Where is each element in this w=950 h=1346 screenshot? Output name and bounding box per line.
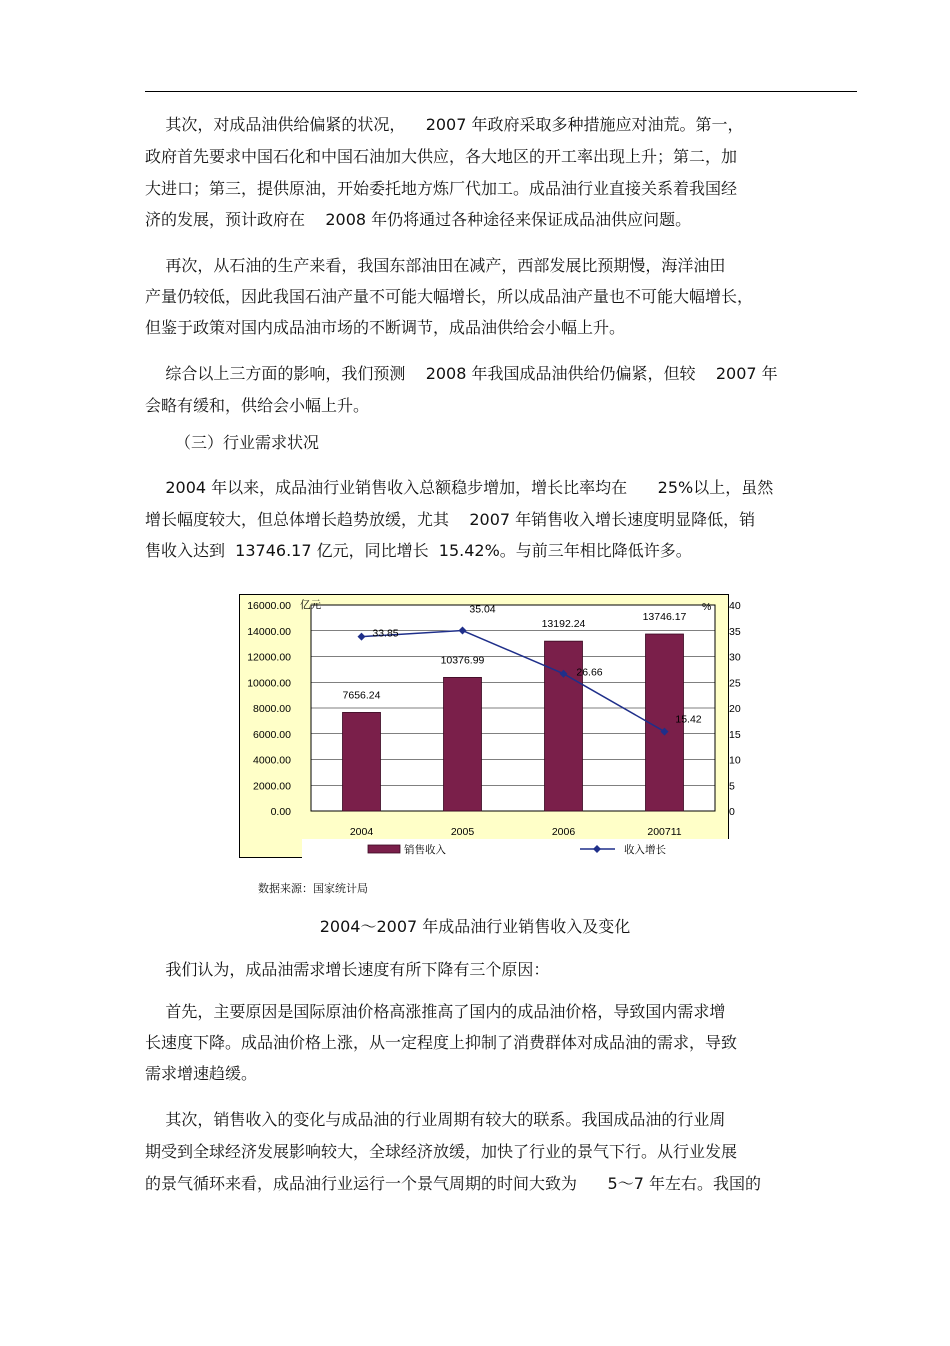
bar xyxy=(444,677,482,811)
right-tick-label: 15 xyxy=(729,728,741,741)
left-tick-label: 12000.00 xyxy=(247,651,291,664)
p7-line-3: 的景气循环来看，成品油行业运行一个景气周期的时间大致为 5～7 年左右。我国的 xyxy=(145,1174,761,1193)
x-tick-label: 2006 xyxy=(551,826,576,838)
header-rule xyxy=(145,91,857,92)
left-tick-label: 2000.00 xyxy=(253,780,291,793)
left-tick-label: 0.00 xyxy=(270,806,291,818)
p1-line-3: 大进口；第三，提供原油，开始委托地方炼厂代加工。成品油行业直接关系着我国经 xyxy=(145,179,738,198)
bar-value-label: 13746.17 xyxy=(642,611,687,624)
chart-svg xyxy=(240,595,741,859)
bar-value-label: 13192.24 xyxy=(541,618,586,631)
p2-line-3: 但鉴于政策对国内成品油市场的不断调节，成品油供给会小幅上升。 xyxy=(145,318,626,337)
left-tick-label: 14000.00 xyxy=(247,625,291,638)
legend-bar-label: 销售收入 xyxy=(404,844,446,856)
bar-value-label: 10376.99 xyxy=(440,654,485,667)
right-tick-label: 20 xyxy=(729,703,741,715)
bar-value-label: 7656.24 xyxy=(342,689,381,702)
right-tick-label: 35 xyxy=(729,625,741,638)
p6-line-3: 需求增速趋缓。 xyxy=(145,1064,258,1083)
p7-line-1: 其次，销售收入的变化与成品油的行业周期有较大的联系。我国成品油的行业周 xyxy=(145,1110,726,1129)
right-tick-label: 5 xyxy=(729,780,735,793)
p3-line-2: 会略有缓和，供给会小幅上升。 xyxy=(145,396,370,415)
data-source-note: 数据来源：国家统计局 xyxy=(258,882,368,895)
legend-line-label: 收入增长 xyxy=(624,844,666,856)
p6-line-1: 首先，主要原因是国际原油价格高涨推高了国内的成品油价格，导致国内需求增 xyxy=(145,1002,726,1021)
p5-line-1: 我们认为，成品油需求增长速度有所下降有三个原因： xyxy=(145,960,550,979)
growth-value-label: 15.42 xyxy=(675,713,702,726)
x-tick-label: 200711 xyxy=(647,826,682,838)
p7-line-2: 期受到全球经济发展影响较大，全球经济放缓，加快了行业的景气下行。从行业发展 xyxy=(145,1142,738,1161)
legend-bar-swatch xyxy=(368,845,400,853)
p4-line-3: 售收入达到 13746.17 亿元，同比增长 15.42%。与前三年相比降低许多。 xyxy=(145,541,692,560)
revenue-chart xyxy=(239,594,741,858)
left-axis-unit: 亿元 xyxy=(300,599,321,611)
growth-value-label: 35.04 xyxy=(469,603,496,616)
x-tick-label: 2005 xyxy=(450,826,475,838)
bar xyxy=(343,712,381,811)
right-tick-label: 10 xyxy=(729,754,741,767)
p1-line-4: 济的发展，预计政府在 2008 年仍将通过各种途径来保证成品油供应问题。 xyxy=(145,210,692,229)
right-tick-label: 25 xyxy=(729,677,741,690)
growth-value-label: 26.66 xyxy=(576,666,603,679)
left-tick-label: 16000.00 xyxy=(247,600,291,612)
right-axis-unit: % xyxy=(702,601,712,613)
p2-line-2: 产量仍较低，因此我国石油产量不可能大幅增长，所以成品油产量也不可能大幅增长， xyxy=(145,287,754,306)
figure-caption: 2004～2007 年成品油行业销售收入及变化 xyxy=(319,917,631,936)
left-tick-label: 8000.00 xyxy=(253,703,291,715)
x-tick-label: 2004 xyxy=(349,826,374,838)
p3-line-1: 综合以上三方面的影响，我们预测 2008 年我国成品油供给仍偏紧，但较 2007 年 xyxy=(145,364,778,383)
p4-line-2: 增长幅度较大，但总体增长趋势放缓，尤其 2007 年销售收入增长速度明显降低，销 xyxy=(145,510,756,529)
p2-line-1: 再次，从石油的生产来看，我国东部油田在减产，西部发展比预期慢，海洋油田 xyxy=(145,256,726,275)
right-tick-label: 30 xyxy=(729,651,741,664)
left-tick-label: 6000.00 xyxy=(253,728,291,741)
p1-line-1: 其次，对成品油供给偏紧的状况， 2007 年政府采取多种措施应对油荒。第一， xyxy=(145,115,744,134)
p1-line-2: 政府首先要求中国石化和中国石油加大供应，各大地区的开工率出现上升；第二，加 xyxy=(145,147,738,166)
section-heading: （三）行业需求状况 xyxy=(175,433,320,452)
p6-line-2: 长速度下降。成品油价格上涨，从一定程度上抑制了消费群体对成品油的需求，导致 xyxy=(145,1033,738,1052)
left-tick-label: 10000.00 xyxy=(247,677,291,690)
growth-value-label: 33.85 xyxy=(372,627,399,640)
p4-line-1: 2004 年以来，成品油行业销售收入总额稳步增加，增长比率均在 25%以上，虽然 xyxy=(145,478,774,497)
right-tick-label: 0 xyxy=(729,806,735,818)
left-tick-label: 4000.00 xyxy=(253,754,291,767)
right-tick-label: 40 xyxy=(729,600,741,612)
